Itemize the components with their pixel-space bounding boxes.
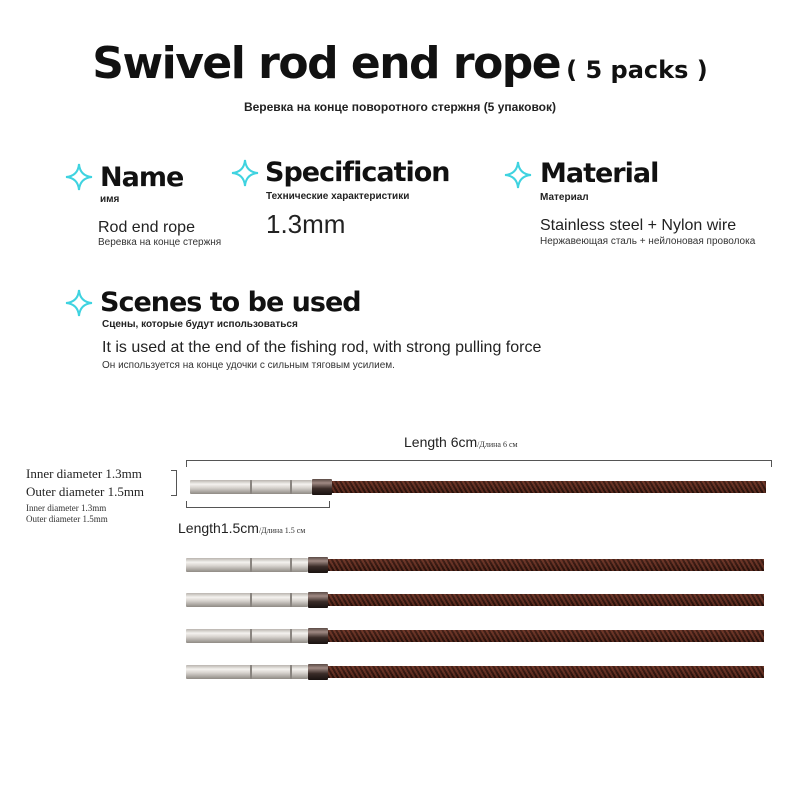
- rope-item: [186, 629, 764, 643]
- inner-diameter-small: Inner diameter 1.3mm: [26, 503, 107, 513]
- metal-groove: [250, 665, 252, 679]
- sparkle-icon: [503, 160, 533, 190]
- ferrule: [308, 628, 328, 644]
- title-pack-count: ( 5 packs ): [566, 56, 708, 84]
- rope-item: [190, 480, 766, 494]
- name-heading-ru: имя: [100, 194, 120, 205]
- end-length-ruler: [186, 501, 330, 508]
- name-value-ru: Веревка на конце стержня: [98, 237, 222, 248]
- metal-groove: [250, 629, 252, 643]
- specification-value: 1.3mm: [266, 209, 346, 239]
- name-value: Rod end rope: [98, 219, 195, 236]
- sparkle-icon: [64, 162, 94, 192]
- outer-diameter-small: Outer diameter 1.5mm: [26, 514, 108, 524]
- material-value: Stainless steel + Nylon wire: [540, 217, 737, 234]
- page-subtitle-ru: Веревка на конце поворотного стержня (5 упаковок): [243, 100, 557, 114]
- material-heading: Material: [540, 158, 659, 189]
- material-heading-ru: Материал: [540, 192, 589, 203]
- metal-groove: [290, 558, 292, 572]
- metal-groove: [290, 593, 292, 607]
- material-value-ru: Нержавеющая сталь + нейлоновая проволока: [540, 236, 756, 247]
- ferrule: [312, 479, 332, 495]
- nylon-cord: [328, 630, 764, 642]
- inner-diameter-label: Inner diameter 1.3mm: [26, 466, 142, 481]
- scenes-heading: Scenes to be used: [100, 287, 361, 318]
- nylon-cord: [332, 481, 766, 493]
- name-heading: Name: [100, 162, 184, 193]
- ferrule: [308, 664, 328, 680]
- ferrule: [308, 592, 328, 608]
- title-main: Swivel rod end rope: [92, 38, 561, 89]
- rope-item: [186, 593, 764, 607]
- end-length-value: Length1.5cm: [178, 520, 259, 536]
- end-length-ru: /Длина 1.5 см: [258, 526, 306, 535]
- nylon-cord: [328, 666, 764, 678]
- metal-groove: [290, 665, 292, 679]
- total-length-value: Length 6cm: [404, 434, 478, 450]
- specification-heading-ru: Технические характеристики: [266, 191, 410, 202]
- metal-groove: [250, 593, 252, 607]
- scenes-heading-ru: Сцены, которые будут использоваться: [102, 319, 298, 330]
- sparkle-icon: [64, 288, 94, 318]
- metal-groove: [250, 480, 252, 494]
- diameter-bracket: [171, 470, 177, 496]
- sparkle-icon: [230, 158, 260, 188]
- nylon-cord: [328, 594, 764, 606]
- ferrule: [308, 557, 328, 573]
- outer-diameter-label: Outer diameter 1.5mm: [26, 484, 145, 499]
- total-length-ru: /Длина 6 см: [477, 440, 518, 449]
- rope-item: [186, 558, 764, 572]
- page-title: [0, 38, 800, 89]
- total-length-label: [404, 434, 518, 452]
- rope-item: [186, 665, 764, 679]
- scenes-value: It is used at the end of the fishing rod, with strong pulling force: [102, 339, 542, 356]
- total-length-ruler: [186, 460, 772, 467]
- metal-groove: [290, 480, 292, 494]
- end-length-label: [178, 520, 305, 538]
- metal-groove: [250, 558, 252, 572]
- specification-heading: Specification: [265, 157, 450, 188]
- scenes-value-ru: Он используется на конце удочки с сильным тяговым усилием.: [102, 360, 395, 371]
- nylon-cord: [328, 559, 764, 571]
- metal-groove: [290, 629, 292, 643]
